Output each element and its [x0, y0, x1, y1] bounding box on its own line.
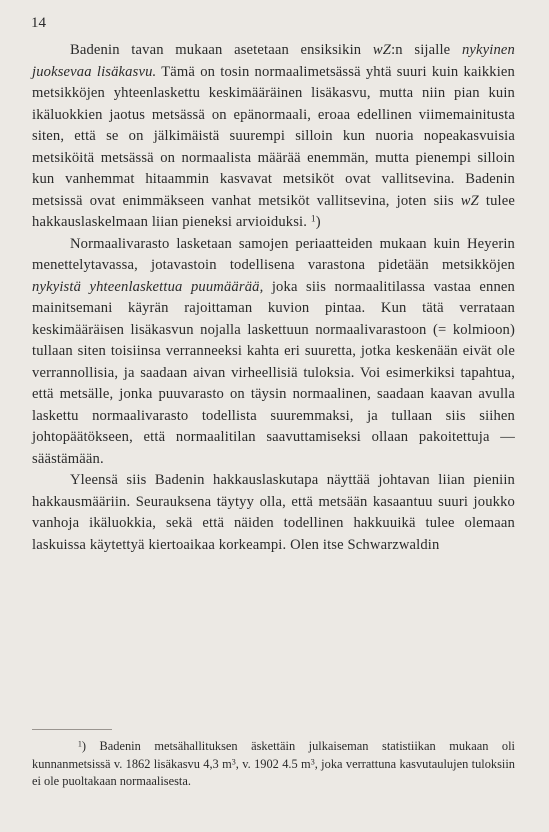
paragraph-2-segment: nykyistä yhteenlaskettua puumäärää, — [32, 278, 264, 295]
footnote-divider — [32, 729, 112, 730]
paragraph-1-segment: tulee hakkauslaskelmaan liian pieneksi arvioiduksi. — [32, 192, 515, 230]
paragraph-1-segment: Tämä on tosin normaalimetsässä yhtä suuri kuin kaikkien metsikköjen yhteenlaskettu keskimääräinen lisäkasvu, mutta niin pian kuin ikäluokkien jaotus metsässä on epänormaali, eroaa edellinen viimemainitusta siten, että se on jälkimäistä suurempi silloin kun nuoria nopeakasvuisia metsiköitä metsässä on normaalista määrää enemmän, mutta pienempi silloin kun vanhemmat hitaammin kasvavat metsiköt ovat vallitsevina. Badenin metsissä ovat enimmäkseen vanhat metsiköt vallitsevina, joten siis — [32, 63, 515, 209]
paragraph-2-segment: joka siis normaalitilassa vastaa ennen mainitsemani käyrän rajoittaman kuvion pintaa. Kun tätä verrataan keskimääräisen lisäkasvun nojalla laskettuun normaalivarastoon (= kolmioon) tullaan siten toisiinsa verranneeksi kahta eri suuretta, jotka keskenään eivät ole verrannollisia, ja saadaan aivan virheellisiä tuloksia. Voi esimerkiksi tapahtua, että metsälle, jonka puuvarasto on täysin normaalinen, saadaan kaavan avulla laskettu normaalivarasto todellista suuremmaksi, ja tullaan siis siihen johtopäätökseen, että normaalitilan saavuttamiseksi ollaan pakoitettuja — säästämään. — [32, 278, 516, 467]
paragraph-1-segment: wZ — [372, 42, 392, 58]
paragraph-1-segment: ) — [315, 214, 321, 230]
paragraph-1-segment: wZ — [460, 192, 479, 209]
paragraph-2 — [32, 234, 515, 471]
footnote-segment: 3 — [231, 756, 236, 766]
footnote-segment: , joka verrattuna kasvutaulujen tuloksiin ei ole puoltakaan normaalisesta. — [32, 756, 515, 788]
footnote-segment: 1 — [77, 739, 82, 749]
footnote-segment: 3 — [310, 756, 315, 766]
footnote — [32, 738, 515, 791]
page-number: 14 — [31, 15, 46, 31]
footnote-segment: ) Badenin metsähallituksen äskettäin julkaiseman statistiikan mukaan oli kunnanmetsissä v. 1862 lisäkasvu 4,3 m — [32, 739, 515, 771]
paragraph-3-segment: Yleensä siis Badenin hakkauslaskutapa näyttää johtavan liian pieniin hakkausmääriin. Seurauksena täytyy olla, että metsään kasaantuu suuri joukko vanhoja ikäluokkia, sekä että näiden todellinen hakkuuikä tulee olemaan laskuissa käytettyä kiertoaikaa korkeampi. Olen itse Schwarzwaldin — [32, 472, 515, 553]
body-text — [32, 40, 515, 556]
paragraph-1-segment: Badenin tavan mukaan asetetaan ensiksikin — [69, 42, 373, 58]
paragraph-3 — [32, 470, 515, 556]
paragraph-2-segment: Normaalivarasto lasketaan samojen periaatteiden mukaan kuin Heyerin menettelytavassa, jotavastoin todellisena varastona pidetään metsikköjen — [32, 235, 515, 273]
paragraph-1-segment: :n sijalle — [391, 42, 462, 58]
paragraph-1-segment: 1 — [310, 214, 316, 225]
paragraph-1 — [32, 40, 515, 234]
paragraph-1-segment: nykyinen juoksevaa lisäkasvu. — [32, 42, 515, 80]
footnote-segment: , v. 1902 4.5 m — [235, 756, 311, 771]
